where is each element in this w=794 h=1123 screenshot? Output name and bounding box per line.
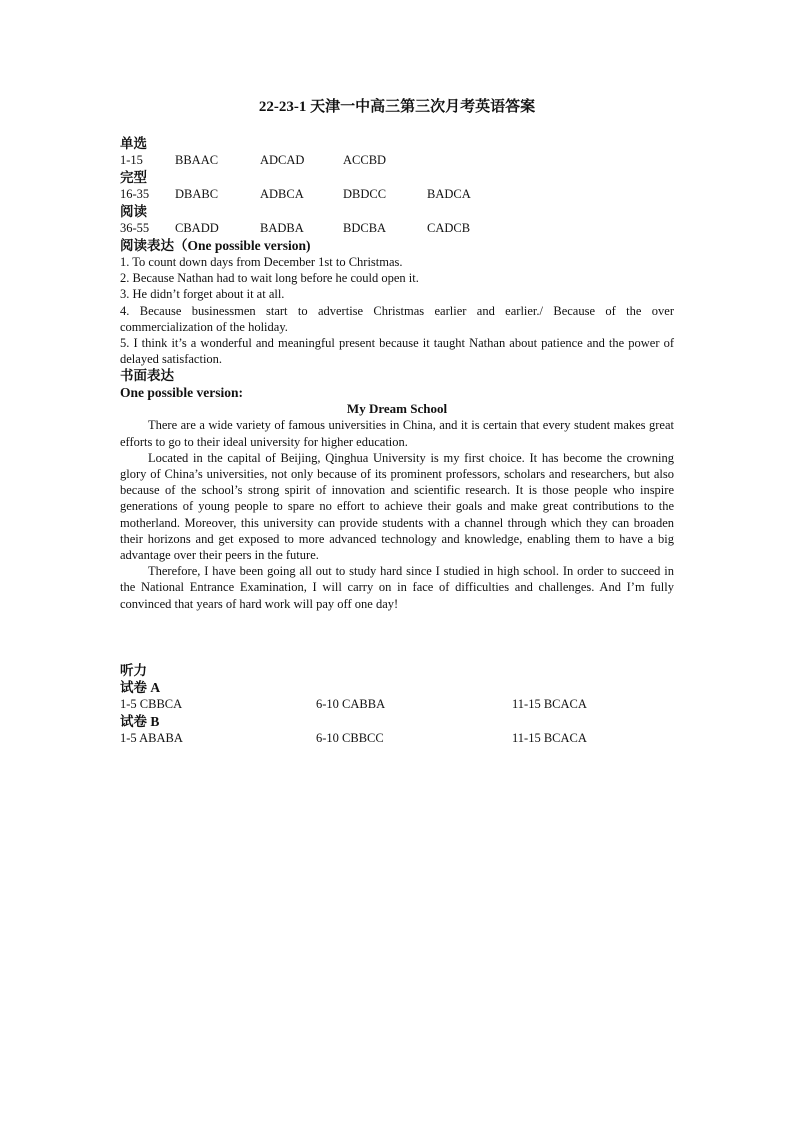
essay-paragraph: Located in the capital of Beijing, Qinghua University is my first choice. It has become the crowning glory of China’s universities, not only because of its prominent professors, scholars and researchers, but also because of the school’s strong spirit of innovation and scientific research. It is those people who inspire generations of young people to spare no effort to achieve their goals and make great contributions to the motherland. Moreover, this university can provide students with a channel through which they can broaden their horizons and get exposed to more advanced technology and knowledge, enabling them to have a big advantage over their peers in the future. bbox=[120, 450, 674, 563]
answer-group: 6-10 CABBA bbox=[316, 697, 386, 711]
answer-group: BADBA bbox=[260, 221, 304, 235]
answer-group: ADCAD bbox=[260, 153, 305, 167]
essay-paragraph: There are a wide variety of famous universities in China, and it is certain that every student makes great efforts to go to their ideal university for higher education. bbox=[120, 418, 674, 449]
answer-range: 16-35 bbox=[120, 187, 150, 201]
paper-a-label: 试卷 A bbox=[120, 680, 161, 695]
essay-paragraph: Therefore, I have been going all out to study hard since I studied in high school. In order to succeed in the National Entrance Examination, I will carry on in face of difficulties and challenges. And I’m fully convinced that years of hard work will pay off one day! bbox=[120, 564, 674, 611]
answer-row-yuedu bbox=[120, 220, 674, 237]
answer-group: DBDCC bbox=[343, 187, 387, 201]
writing-subheading: One possible version: bbox=[120, 385, 244, 401]
answer-range: 1-15 bbox=[120, 153, 143, 167]
answer-group: 1-5 CBBCA bbox=[120, 697, 183, 711]
answer-group: BDCBA bbox=[343, 221, 387, 235]
essay-title: My Dream School bbox=[346, 401, 448, 417]
section-heading-wanxing: 完型 bbox=[120, 170, 147, 185]
answer-range: 36-55 bbox=[120, 221, 150, 235]
reading-expression-answer: 1. To count down days from December 1st to Christmas. bbox=[120, 255, 403, 269]
answer-row-wanxing bbox=[120, 186, 674, 203]
section-heading-danxuan: 单选 bbox=[120, 136, 147, 151]
answer-group: DBABC bbox=[175, 187, 219, 201]
section-heading-yuedu: 阅读 bbox=[120, 204, 147, 219]
answer-group: BBAAC bbox=[175, 153, 219, 167]
reading-expression-answer: 3. He didn’t forget about it at all. bbox=[120, 287, 285, 302]
reading-expression-answer: 4. Because businessmen start to advertise Christmas earlier and earlier./ Because of the over commercialization of the holiday. bbox=[120, 303, 674, 334]
reading-expression-answer: 5. I think it’s a wonderful and meaningful present because it taught Nathan about patience and the power of delayed satisfaction. bbox=[120, 336, 674, 367]
reading-expression-answer: 2. Because Nathan had to wait long before he could open it. bbox=[120, 271, 419, 286]
answer-group: ADBCA bbox=[260, 187, 304, 201]
answer-row-paper-b bbox=[120, 730, 674, 747]
section-heading-writing: 书面表达 bbox=[120, 368, 174, 384]
answer-row-danxuan bbox=[120, 152, 674, 169]
answer-group: 1-5 ABABA bbox=[120, 731, 183, 745]
answer-group: 11-15 BCACA bbox=[512, 697, 587, 711]
answer-group: 11-15 BCACA bbox=[512, 731, 587, 745]
answer-group: CADCB bbox=[427, 221, 471, 235]
answer-group: ACCBD bbox=[343, 153, 387, 167]
section-heading-listening: 听力 bbox=[120, 663, 147, 678]
answer-group: CBADD bbox=[175, 221, 219, 235]
paper-b-label: 试卷 B bbox=[120, 714, 160, 729]
section-heading-reading-expression: 阅读表达（One possible version) bbox=[120, 238, 311, 253]
objective-answers bbox=[120, 135, 674, 612]
answer-group: 6-10 CBBCC bbox=[316, 731, 384, 745]
answer-group: BADCA bbox=[427, 187, 471, 201]
listening-answers bbox=[120, 662, 674, 747]
document-title: 22-23-1 天津一中高三第三次月考英语答案 bbox=[258, 99, 536, 115]
answer-row-paper-a bbox=[120, 696, 674, 713]
